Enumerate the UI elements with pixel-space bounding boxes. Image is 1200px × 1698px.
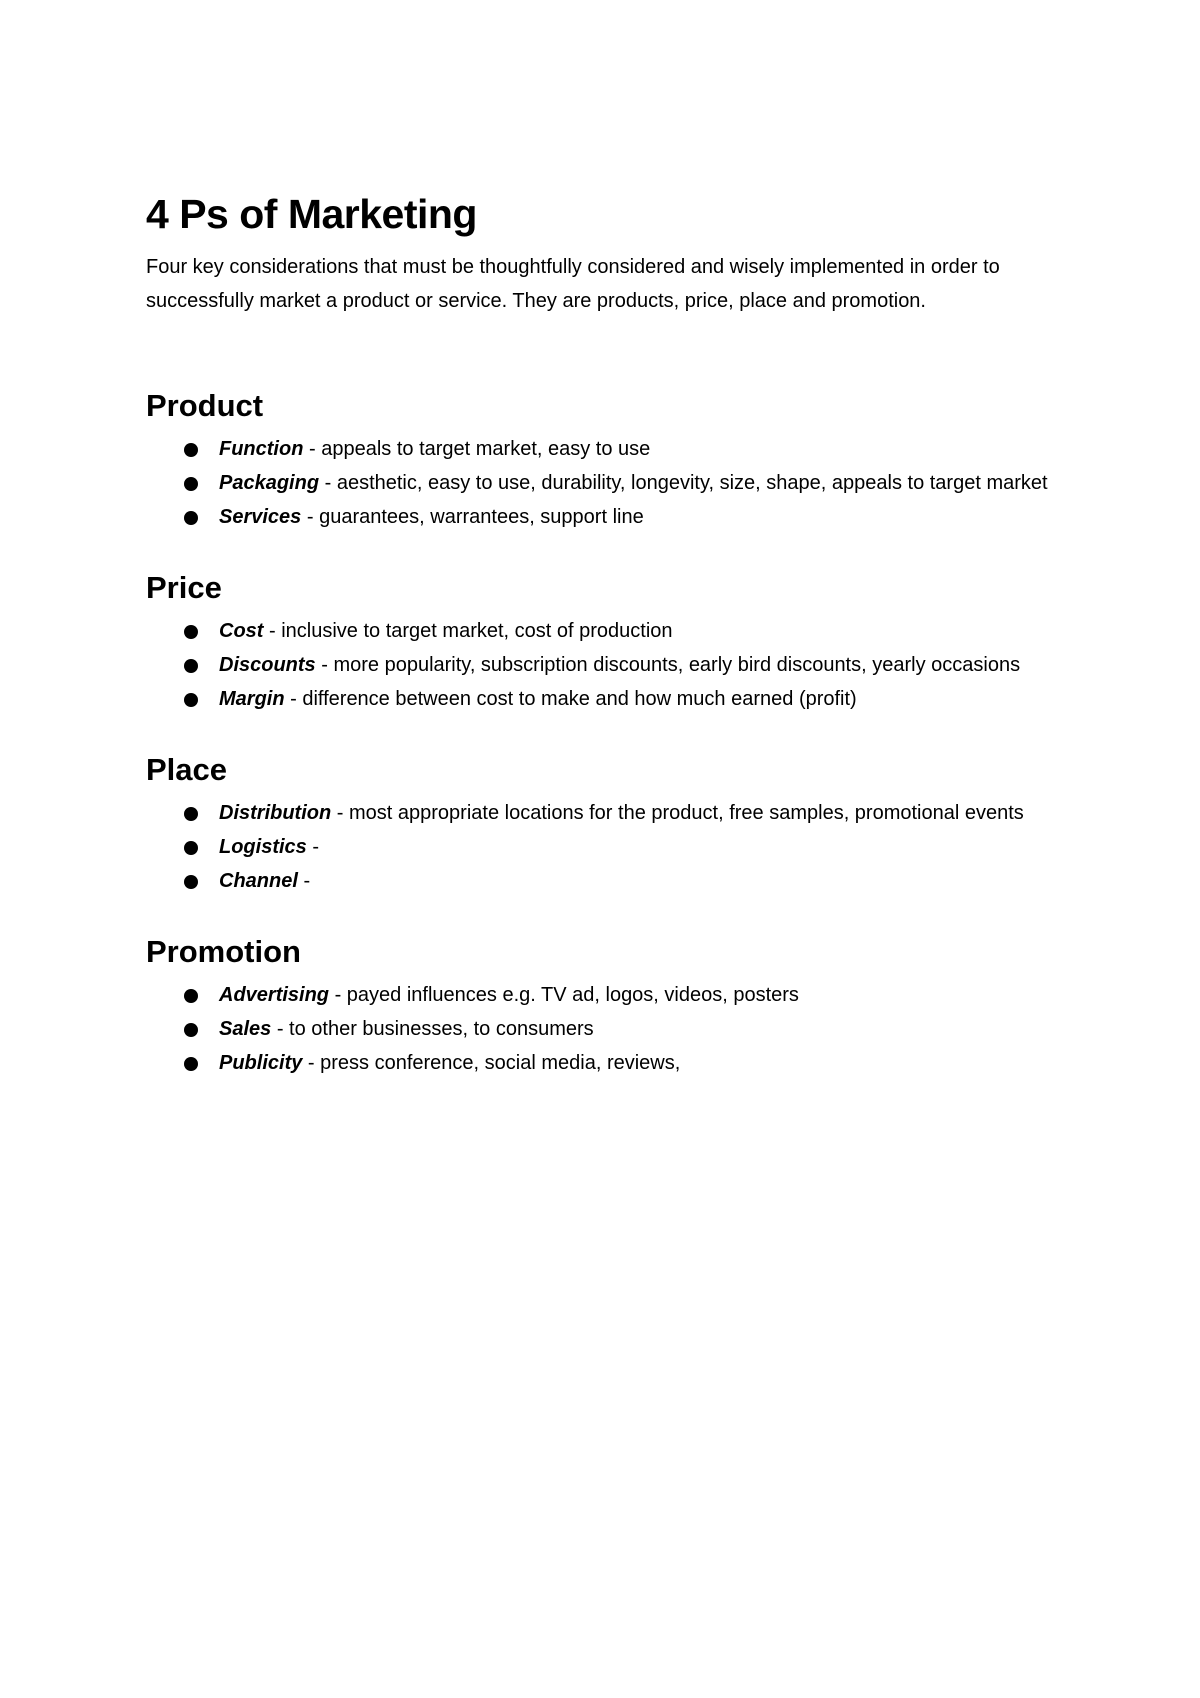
item-description: - to other businesses, to consumers [271, 1018, 594, 1040]
section-promotion [146, 932, 1100, 1080]
bullet-icon [184, 989, 198, 1003]
bullet-list [146, 978, 1100, 1080]
list-item [146, 500, 1049, 534]
section-heading: Place [146, 752, 228, 787]
intro-paragraph: Four key considerations that must be thoughtfully considered and wisely implemented in order to successfully market a product or service. They are products, price, place and promotion. [146, 256, 1000, 312]
bullet-icon [184, 841, 198, 855]
item-description: - aesthetic, easy to use, durability, longevity, size, shape, appeals to target market [319, 472, 1048, 494]
list-item [146, 830, 1049, 864]
section-place [146, 750, 1100, 898]
item-description: - difference between cost to make and how much earned (profit) [284, 688, 857, 710]
item-description: - most appropriate locations for the product, free samples, promotional events [331, 802, 1024, 824]
item-term: Sales [219, 1018, 272, 1040]
section-price [146, 568, 1100, 716]
item-description: - [306, 836, 320, 858]
section-heading: Promotion [146, 934, 301, 969]
bullet-list [146, 796, 1100, 898]
item-description: - more popularity, subscription discounts, early bird discounts, yearly occasions [315, 654, 1021, 676]
page-title: 4 Ps of Marketing [146, 191, 477, 237]
item-description: - press conference, social media, reviews, [302, 1052, 681, 1074]
item-term: Logistics [219, 836, 307, 858]
item-term: Distribution [219, 802, 332, 824]
item-description: - [297, 870, 311, 892]
list-item [146, 614, 1049, 648]
list-item [146, 864, 1049, 898]
list-item [146, 682, 1049, 716]
item-description: - appeals to target market, easy to use [303, 438, 651, 460]
item-term: Cost [219, 620, 264, 642]
list-item [146, 978, 1049, 1012]
section-heading: Product [146, 388, 264, 423]
item-term: Channel [219, 870, 298, 892]
bullet-icon [184, 693, 198, 707]
section-product [146, 386, 1100, 534]
bullet-icon [184, 511, 198, 525]
bullet-icon [184, 1057, 198, 1071]
section-heading: Price [146, 570, 222, 605]
list-item [146, 432, 1049, 466]
bullet-icon [184, 807, 198, 821]
item-term: Services [219, 506, 302, 528]
list-item [146, 648, 1049, 682]
item-description: - guarantees, warrantees, support line [301, 506, 644, 528]
item-term: Publicity [219, 1052, 303, 1074]
item-term: Advertising [219, 984, 330, 1006]
item-term: Packaging [219, 472, 320, 494]
list-item [146, 466, 1049, 500]
item-term: Discounts [219, 654, 316, 676]
list-item [146, 1046, 1049, 1080]
bullet-icon [184, 875, 198, 889]
list-item [146, 1012, 1049, 1046]
bullet-icon [184, 659, 198, 673]
bullet-list [146, 614, 1100, 716]
bullet-list [146, 432, 1100, 534]
bullet-icon [184, 477, 198, 491]
item-description: - payed influences e.g. TV ad, logos, videos, posters [329, 984, 799, 1006]
item-term: Margin [219, 688, 285, 710]
bullet-icon [184, 443, 198, 457]
item-description: - inclusive to target market, cost of production [263, 620, 673, 642]
list-item [146, 796, 1049, 830]
bullet-icon [184, 625, 198, 639]
item-term: Function [219, 438, 304, 460]
bullet-icon [184, 1023, 198, 1037]
